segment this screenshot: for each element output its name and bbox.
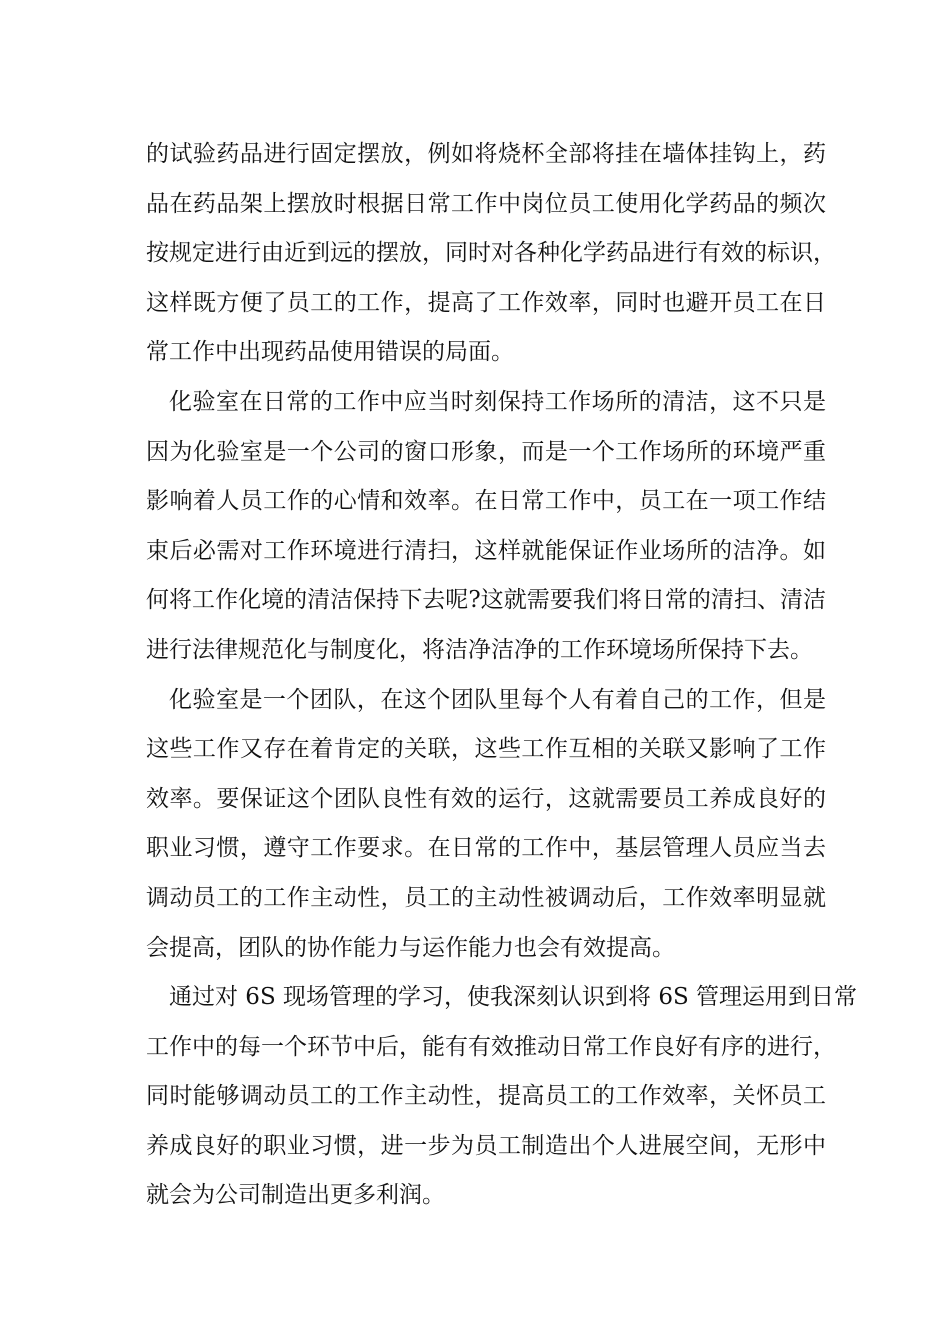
text-line: 的试验药品进行固定摆放，例如将烧杯全部将挂在墙体挂钩上，药	[146, 141, 826, 167]
text-line: 影响着人员工作的心情和效率。在日常工作中，员工在一项工作结	[146, 488, 826, 515]
text-line: 通过对 6S 现场管理的学习，使我深刻认识到将 6S 管理运用到日常	[169, 984, 858, 1011]
text-line: 按规定进行由近到远的摆放，同时对各种化学药品进行有效的标识，	[146, 240, 836, 267]
text-line: 束后必需对工作环境进行清扫，这样就能保证作业场所的洁净。如	[146, 537, 826, 564]
text-line: 因为化验室是一个公司的窗口形象，而是一个工作场所的环境严重	[146, 438, 826, 465]
text-line: 会提高，团队的协作能力与运作能力也会有效提高。	[146, 934, 675, 961]
text-line: 调动员工的工作主动性，员工的主动性被调动后，工作效率明显就	[146, 884, 826, 911]
text-line: 进行法律规范化与制度化，将洁净洁净的工作环境场所保持下去。	[146, 636, 813, 663]
text-line: 效率。要保证这个团队良性有效的运行，这就需要员工养成良好的	[146, 785, 826, 812]
paragraph-1	[146, 130, 836, 378]
text-line: 这些工作又存在着肯定的关联，这些工作互相的关联又影响了工作	[146, 736, 826, 763]
text-line: 就会为公司制造出更多利润。	[146, 1182, 445, 1209]
text-line: 这样既方便了员工的工作，提高了工作效率，同时也避开员工在日	[146, 289, 826, 316]
text-line: 品在药品架上摆放时根据日常工作中岗位员工使用化学药品的频次	[146, 190, 826, 217]
text-line: 化验室是一个团队，在这个团队里每个人有着自己的工作，但是	[169, 686, 826, 713]
paragraph-4	[146, 973, 858, 1221]
paragraph-3	[146, 676, 826, 974]
body-text	[146, 130, 858, 1221]
text-line: 同时能够调动员工的工作主动性，提高员工的工作效率，关怀员工	[146, 1083, 826, 1110]
text-line: 化验室在日常的工作中应当时刻保持工作场所的清洁，这不只是	[169, 388, 826, 415]
text-line: 职业习惯，遵守工作要求。在日常的工作中，基层管理人员应当去	[146, 835, 826, 862]
text-line: 何将工作化境的清洁保持下去呢?这就需要我们将日常的清扫、清洁	[146, 587, 826, 614]
text-line: 工作中的每一个环节中后，能有有效推动日常工作良好有序的进行，	[146, 1033, 836, 1060]
text-line: 常工作中出现药品使用错误的局面。	[146, 339, 514, 366]
text-line: 养成良好的职业习惯，进一步为员工制造出个人进展空间，无形中	[146, 1132, 826, 1159]
paragraph-2	[146, 378, 826, 676]
